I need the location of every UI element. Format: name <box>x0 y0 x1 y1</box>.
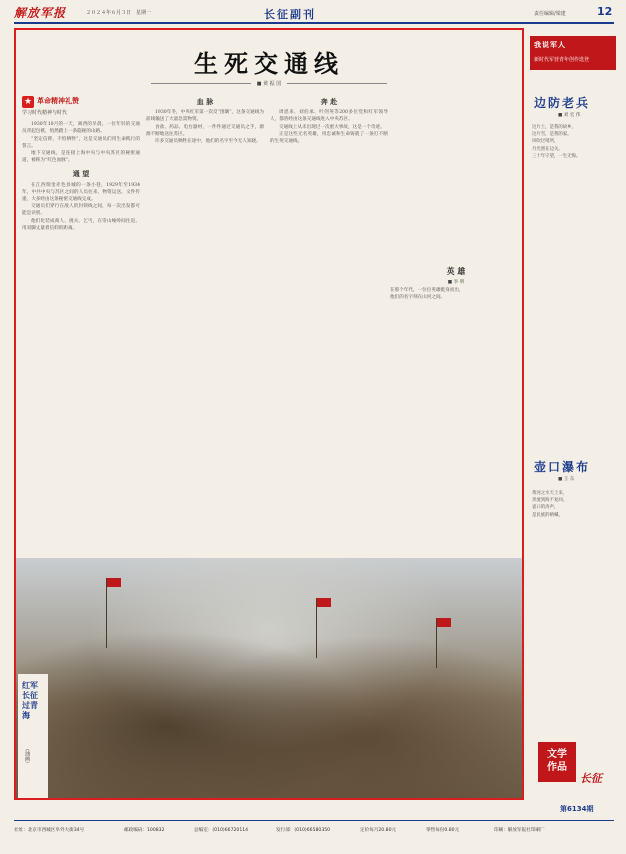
red-flag <box>317 598 331 607</box>
body-paragraph: 交通员们穿行在敌人的封锁线之间，每一次出发都可能是诀别。 <box>22 204 140 217</box>
painting-caption: （油画） <box>24 746 30 766</box>
body-paragraph: 在江西瑞金赤色县城的一条小巷，1929年至1934年，中共中央与苏区之间的人员往来、物资运送、文件传递，大多经由这条秘密交通线完成。 <box>22 182 140 203</box>
issue-number: 第6134期 <box>560 805 594 813</box>
intro-paragraph: 地下交通线，是连接上海中央与中央苏区的秘密通道，被称为“红色血脉”。 <box>22 151 140 164</box>
poem-author-1: ■ 刘 宏 伟 <box>558 113 581 118</box>
poem-body-3 <box>532 490 616 690</box>
poem-author-3: ■ 王 东 <box>558 477 575 482</box>
footer-price: 定价每月20.80元 <box>360 828 397 833</box>
footer <box>14 820 614 841</box>
divider-left <box>151 83 251 84</box>
poem-body-2 <box>390 287 522 301</box>
page-number: 12 <box>597 5 613 18</box>
body-paragraph: 食盐、药品、电台器材，一件件通过交通员之手，源源不断地送往苏区。 <box>146 124 264 137</box>
poem-line: 是民族的呐喊。 <box>532 512 563 518</box>
poem-title-3: 壶口瀑布 <box>534 460 591 474</box>
body-paragraph: 他们化装成商人、挑夫、乞丐，在崇山峻岭间往返，用双脚丈量着信仰的距离。 <box>22 218 140 231</box>
footer-retail: 零售每份0.80元 <box>426 828 460 833</box>
badge-title: 革命精神礼赞 <box>37 97 79 106</box>
section-heading: 奔 赴 <box>320 97 338 106</box>
poem-line: 这片雪，是我的家。 <box>532 132 572 138</box>
poem-line: 在那个年代，一位位英雄挺身而出， <box>390 288 464 293</box>
newspaper-logo: 解放军报 <box>14 6 67 20</box>
footer-postcode: 邮政编码：100832 <box>124 828 165 833</box>
body-paragraph: 正是这些无名英雄，用忠诚和生命铸就了一条打不断的生死交通线。 <box>270 131 388 145</box>
poem-line: 这片土，是我的故乡， <box>532 125 576 130</box>
poem-body-1 <box>532 124 616 284</box>
footer-address: 社址：北京市西城区阜外大街34号 <box>14 828 85 833</box>
banner-subtitle: 新时代军营青年创作选登 <box>534 57 590 63</box>
divider-right <box>287 83 387 84</box>
poem-author-2: ■ 李 明 <box>447 280 465 285</box>
section-title: 长征副刊 <box>264 8 316 21</box>
oil-painting-photo <box>14 558 524 800</box>
article-column-1 <box>22 92 140 522</box>
badge-subtitle: 学习时代精神与时代 <box>22 110 68 116</box>
footer-printer: 印刷：解放军报社印刷厂 <box>494 828 545 833</box>
red-flag <box>107 578 121 587</box>
header-divider <box>14 22 614 24</box>
red-flag <box>437 618 451 627</box>
footer-phone: 总编室：(010)66720114 <box>194 828 249 833</box>
flag-pole <box>106 578 107 648</box>
poem-line: 月光照在边关。 <box>532 146 563 152</box>
article-author <box>16 80 522 87</box>
section-heading: 血 脉 <box>196 97 214 106</box>
body-paragraph: 许多交通员牺牲在途中，他们的名字至今无人知晓。 <box>155 139 261 145</box>
poem-title-1: 边防老兵 <box>534 96 591 110</box>
poem-line: 壶口的涛声， <box>532 505 559 511</box>
poem-line: 黄河之水天上来， <box>532 491 568 496</box>
masthead <box>14 4 614 22</box>
sidebar-banner <box>530 36 616 70</box>
issue-date: ２０２４年６月３日 星期一 <box>86 10 152 16</box>
editor-credit: 责任编辑/梁建 <box>534 11 566 17</box>
flag-pole <box>316 598 317 658</box>
sidebar <box>528 28 618 800</box>
intro-paragraph: 1930年10月的一天，闽西的早晨，一位年轻的交通员背起包袱，悄然踏上一条隐秘的山路。 <box>22 122 140 135</box>
poem-line: 风吹过哨所， <box>532 139 559 145</box>
literary-works-stamp: 文学 作品 <box>538 742 576 782</box>
side-article-2 <box>390 266 522 301</box>
footer-subscription: 发行部：(010)66580350 <box>276 828 331 833</box>
poem-line: 他们的名字刻在山河之间。 <box>390 295 446 301</box>
section-heading: 通 望 <box>72 169 90 179</box>
star-icon: ★ <box>23 97 33 107</box>
poem-line: 奔流到海不复回。 <box>532 498 568 504</box>
banner-title: 我说军人 <box>534 41 566 49</box>
article-title: 生死交通线 <box>194 49 344 78</box>
body-paragraph: 1930年冬，中央红军第一次反“围剿”，这条交通线为前线输送了大量急需物资。 <box>146 110 264 123</box>
author-name: ■ 黄 振 国 <box>256 81 282 87</box>
article-column-3 <box>270 92 388 522</box>
article-column-2 <box>146 92 264 522</box>
signature: 长征 <box>580 772 602 785</box>
poem-line: 三十年守望，一生无悔。 <box>532 153 581 159</box>
body-paragraph: 周恩来、刘伯承、叶剑英等200多位党和红军领导人，都曾经由这条交通线进入中央苏区。 <box>270 110 388 123</box>
article-column-4 <box>394 92 516 522</box>
painting-title: 红军长征过青海 <box>22 680 38 720</box>
column-badge <box>22 96 140 108</box>
body-paragraph: 交通线上从未出现过一次重大事故，这是一个奇迹。 <box>279 124 385 130</box>
intro-paragraph: “坚定信仰，不怕牺牲”，这是交通员们用生命践行的誓言。 <box>22 136 140 149</box>
poem-title-2: 英 雄 <box>446 266 466 276</box>
